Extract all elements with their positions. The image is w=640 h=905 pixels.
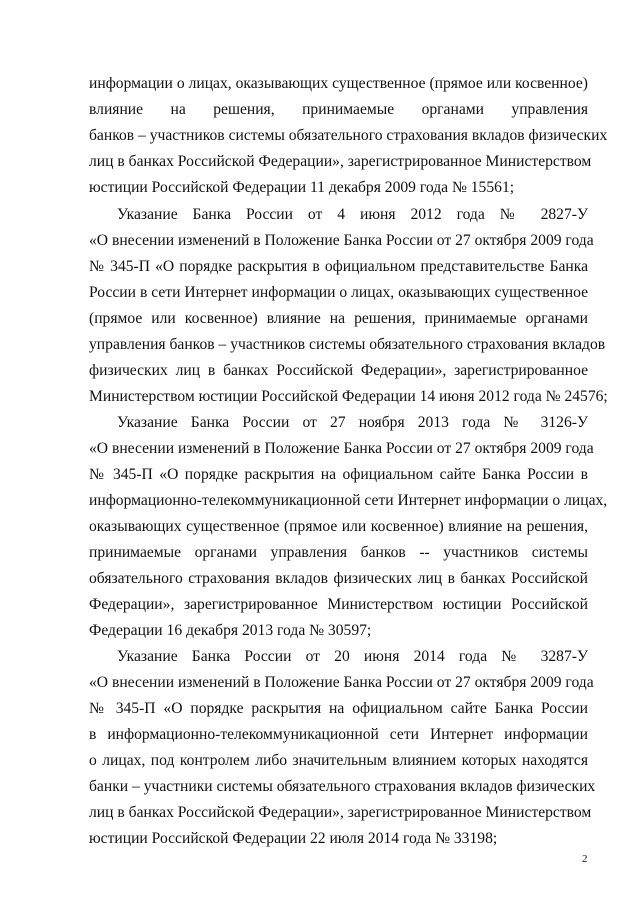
text-line: оказывающих существенное (прямое или косвенное) влияние на решения, (89, 518, 588, 535)
text-line: информационно-телекоммуникационной сети Интернет информации о лицах, (89, 492, 608, 509)
text-line: «О внесении изменений в Положение Банка России от 27 октября 2009 года (89, 440, 594, 457)
page-number: 2 (582, 853, 588, 865)
text-line: банков – участников системы обязательного страхования вкладов физических (89, 127, 608, 144)
text-line: в информационно-телекоммуникационной сети Интернет информации (89, 726, 588, 743)
decree-heading-3126: Указание Банка России от 27 ноября 2013 года № 3126-У (117, 414, 588, 431)
text-line: № 345-П «О порядке раскрытия на официальном сайте Банка России (89, 700, 588, 717)
text-line: № 345-П «О порядке раскрытия в официальном представительстве Банка (89, 258, 588, 275)
text-line: о лицах, под контролем либо значительным влиянием которых находятся (89, 752, 588, 769)
text-line: информации о лицах, оказывающих существенное (прямое или косвенное) (89, 75, 588, 92)
text-line: (прямое или косвенное) влияние на решения, принимаемые органами (89, 310, 588, 327)
text-line: юстиции Российской Федерации 11 декабря 2009 года № 15561; (89, 179, 515, 196)
text-line: Министерством юстиции Российской Федерации 14 июня 2012 года № 24576; (89, 388, 608, 405)
text-line: физических лиц в банках Российской Федерации», зарегистрированное (89, 362, 588, 379)
text-line: «О внесении изменений в Положение Банка России от 27 октября 2009 года (89, 674, 594, 691)
text-line: управления банков – участников системы обязательного страхования вкладов (89, 336, 606, 353)
text-line: России в сети Интернет информации о лицах, оказывающих существенное (89, 284, 588, 301)
text-line: № 345-П «О порядке раскрытия на официальном сайте Банка России в (89, 466, 588, 483)
text-line: обязательного страхования вкладов физических лиц в банках Российской (89, 570, 588, 587)
decree-heading-2827: Указание Банка России от 4 июня 2012 года № 2827-У (117, 206, 588, 223)
text-line: банки – участники системы обязательного страхования вкладов физических (89, 778, 596, 795)
text-line: Федерации 16 декабря 2013 года № 30597; (89, 622, 372, 639)
text-line: «О внесении изменений в Положение Банка России от 27 октября 2009 года (89, 232, 594, 249)
decree-heading-3287: Указание Банка России от 20 июня 2014 года № 3287-У (117, 648, 588, 665)
text-line: лиц в банках Российской Федерации», зарегистрированное Министерством (89, 153, 592, 170)
text-line: юстиции Российской Федерации 22 июля 2014 года № 33198; (89, 830, 498, 847)
text-line: Федерации», зарегистрированное Министерством юстиции Российской (89, 596, 588, 613)
text-line: влияние на решения, принимаемые органами управления (89, 101, 588, 118)
text-line: принимаемые органами управления банков -- участников системы (89, 544, 588, 561)
text-line: лиц в банках Российской Федерации», зарегистрированное Министерством (89, 804, 592, 821)
